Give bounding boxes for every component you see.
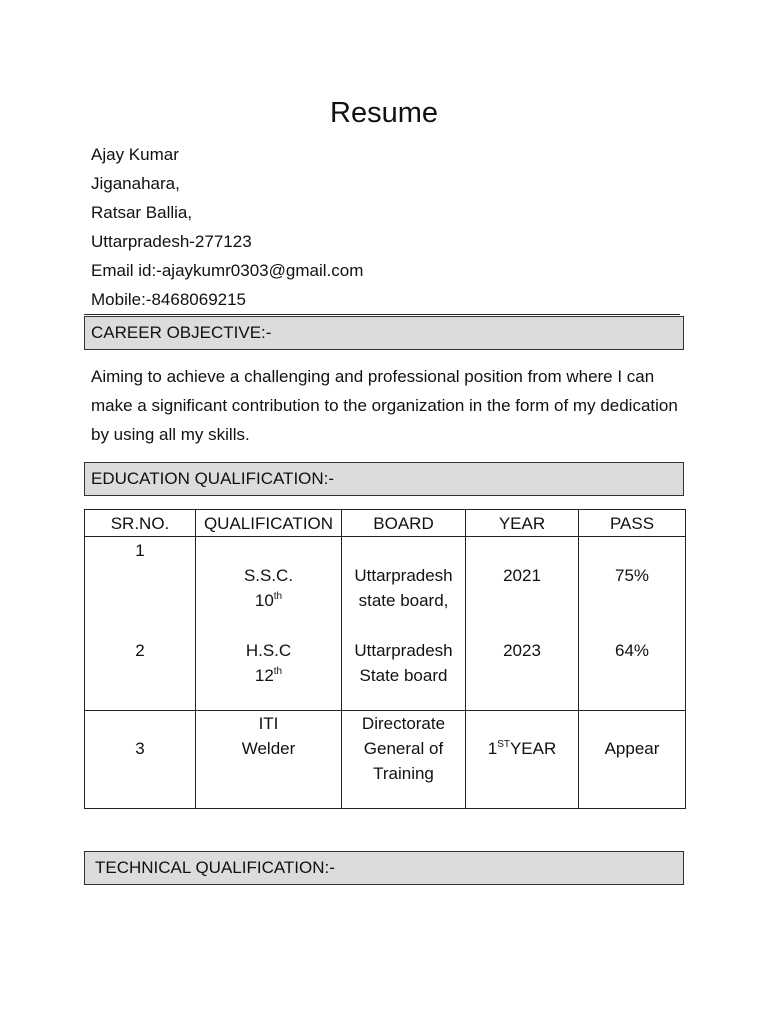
qualification-name: S.S.C. xyxy=(243,566,294,585)
column-header-pass: PASS xyxy=(579,510,686,537)
qualification-level: 10th xyxy=(254,591,283,610)
board-line: Uttarpradesh xyxy=(354,566,453,585)
pass-percentage: 64% xyxy=(614,641,650,660)
education-heading: EDUCATION QUALIFICATION:- xyxy=(84,462,684,496)
column-header-qualification: QUALIFICATION xyxy=(196,510,342,537)
column-header-year: YEAR xyxy=(466,510,579,537)
career-objective-heading: CAREER OBJECTIVE:- xyxy=(84,316,684,350)
contact-address-line2: Ratsar Ballia, xyxy=(91,203,193,222)
qualification-cell xyxy=(196,711,342,809)
contact-mobile: Mobile:-8468069215 xyxy=(91,290,247,309)
sr-no: 3 xyxy=(135,739,145,758)
sr-no: 2 xyxy=(135,641,145,660)
qualification-cell xyxy=(196,537,342,711)
qualification-level: 12th xyxy=(254,666,283,685)
table-header-row xyxy=(85,510,686,537)
year-cell xyxy=(466,537,579,711)
table-row xyxy=(85,711,686,809)
contact-email: Email id:-ajaykumr0303@gmail.com xyxy=(91,261,364,280)
sr-no-cell xyxy=(85,711,196,809)
sr-no: 1 xyxy=(135,541,145,560)
table-row xyxy=(85,537,686,711)
pass-status: Appear xyxy=(604,739,660,758)
board-line: General of xyxy=(363,739,444,758)
year: 1STYEAR xyxy=(487,739,557,758)
divider xyxy=(84,314,680,315)
career-objective-text: Aiming to achieve a challenging and professional position from where I can make a significant contribution to the organization in the form of my dedication by using all my skills. xyxy=(91,367,678,444)
board-line: Uttarpradesh xyxy=(354,641,453,660)
pass-cell xyxy=(579,711,686,809)
technical-qualification-heading: TECHNICAL QUALIFICATION:- xyxy=(84,851,684,885)
pass-percentage: 75% xyxy=(614,566,650,585)
qualification-name: H.S.C xyxy=(245,641,292,660)
contact-address-line1: Jiganahara, xyxy=(91,174,180,193)
education-table xyxy=(84,509,686,809)
year: 2023 xyxy=(503,641,541,660)
year-cell xyxy=(466,711,579,809)
contact-address-line3: Uttarpradesh-277123 xyxy=(91,232,252,251)
board-cell xyxy=(342,711,466,809)
column-header-sr-no: SR.NO. xyxy=(85,510,196,537)
contact-name: Ajay Kumar xyxy=(91,145,179,164)
qualification-level: Welder xyxy=(241,739,296,758)
sr-no-cell xyxy=(85,537,196,711)
year: 2021 xyxy=(503,566,541,585)
board-line: Training xyxy=(373,764,434,783)
board-line: Directorate xyxy=(361,714,446,733)
board-line: State board xyxy=(359,666,448,685)
board-cell xyxy=(342,537,466,711)
qualification-name: ITI xyxy=(258,714,279,733)
page-title: Resume xyxy=(330,97,438,129)
column-header-board: BOARD xyxy=(342,510,466,537)
pass-cell xyxy=(579,537,686,711)
board-line: state board, xyxy=(358,591,449,610)
contact-block xyxy=(91,140,363,314)
